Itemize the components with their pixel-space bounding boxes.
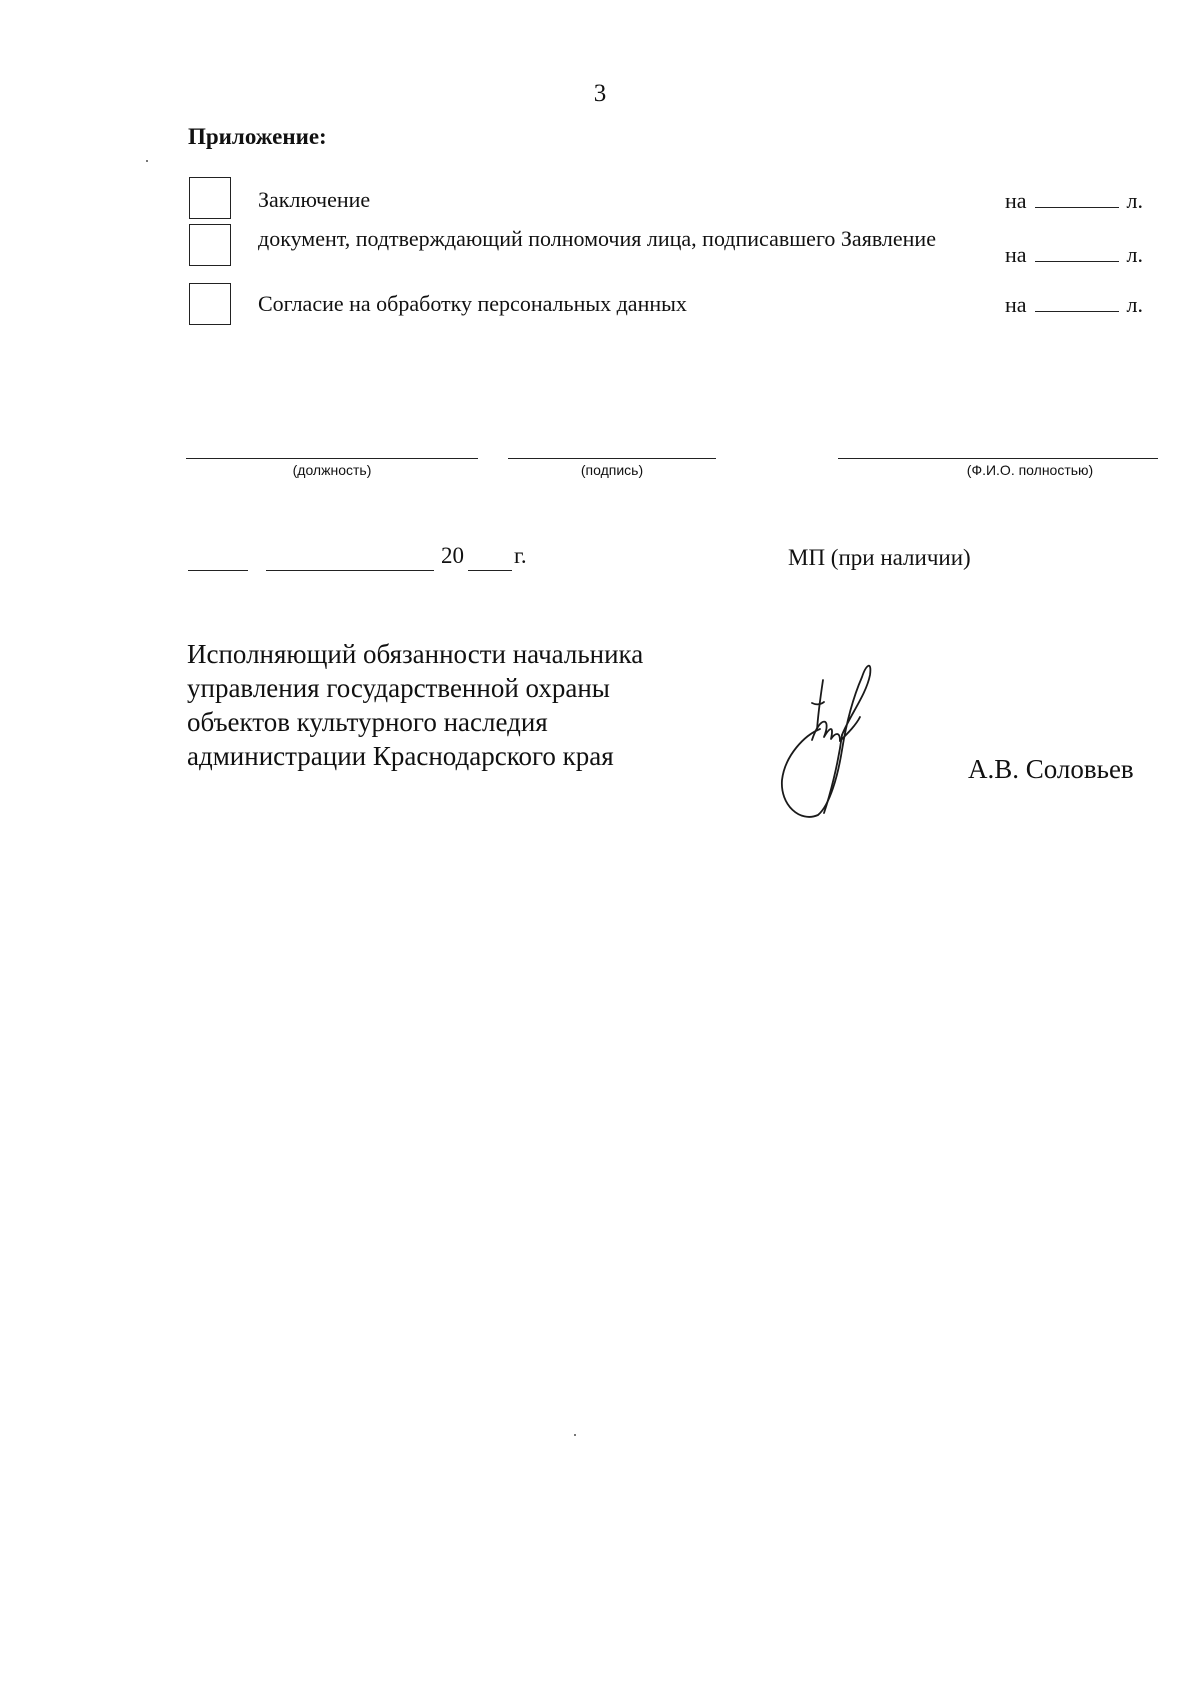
pages-prefix: на [1005, 292, 1027, 317]
pages-prefix: на [1005, 188, 1027, 213]
pages-count-field[interactable] [1035, 243, 1119, 262]
pages-suffix: л. [1126, 188, 1144, 213]
attachment-checkbox-authority-document[interactable] [189, 224, 231, 266]
date-year-field[interactable] [468, 570, 512, 571]
attachment-label-personal-data-consent: Согласие на обработку персональных данных [258, 291, 687, 316]
handwritten-signature [760, 655, 910, 825]
attachment-label-authority-document: документ, подтверждающий полномочия лица, подписавшего Заявление [258, 226, 936, 251]
official-title [187, 637, 643, 773]
attachment-checkbox-conclusion[interactable] [189, 177, 231, 219]
position-line[interactable] [186, 458, 478, 459]
official-name: А.В. Соловьев [968, 754, 1134, 784]
attachment-checkbox-personal-data-consent[interactable] [189, 283, 231, 325]
stamp-note: МП (при наличии) [788, 545, 971, 570]
signature-line[interactable] [508, 458, 716, 459]
attachment-pages-personal-data-consent [1005, 292, 1143, 318]
date-year-suffix: г. [514, 543, 527, 568]
pages-suffix: л. [1126, 292, 1144, 317]
page-number: 3 [593, 80, 607, 107]
pages-count-field[interactable] [1035, 189, 1119, 208]
pages-suffix: л. [1126, 242, 1144, 267]
position-label: (должность) [292, 462, 372, 478]
date-year-prefix: 20 [441, 543, 464, 568]
official-title-line: управления государственной охраны [187, 673, 610, 703]
full-name-line[interactable] [838, 458, 1158, 459]
date-day-field[interactable] [188, 570, 248, 571]
official-title-line: объектов культурного наследия [187, 707, 548, 737]
attachments-title: Приложение: [188, 124, 327, 149]
scan-speck [146, 160, 148, 162]
date-month-field[interactable] [266, 570, 434, 571]
pages-prefix: на [1005, 242, 1027, 267]
full-name-label: (Ф.И.О. полностью) [966, 462, 1094, 478]
signature-label: (подпись) [580, 462, 644, 478]
pages-count-field[interactable] [1035, 293, 1119, 312]
official-title-line: администрации Краснодарского края [187, 741, 614, 771]
attachment-pages-conclusion [1005, 188, 1143, 214]
attachment-pages-authority-document [1005, 242, 1143, 268]
official-title-line: Исполняющий обязанности начальника [187, 639, 644, 669]
scan-speck [574, 1434, 576, 1436]
attachment-label-conclusion: Заключение [258, 187, 371, 212]
